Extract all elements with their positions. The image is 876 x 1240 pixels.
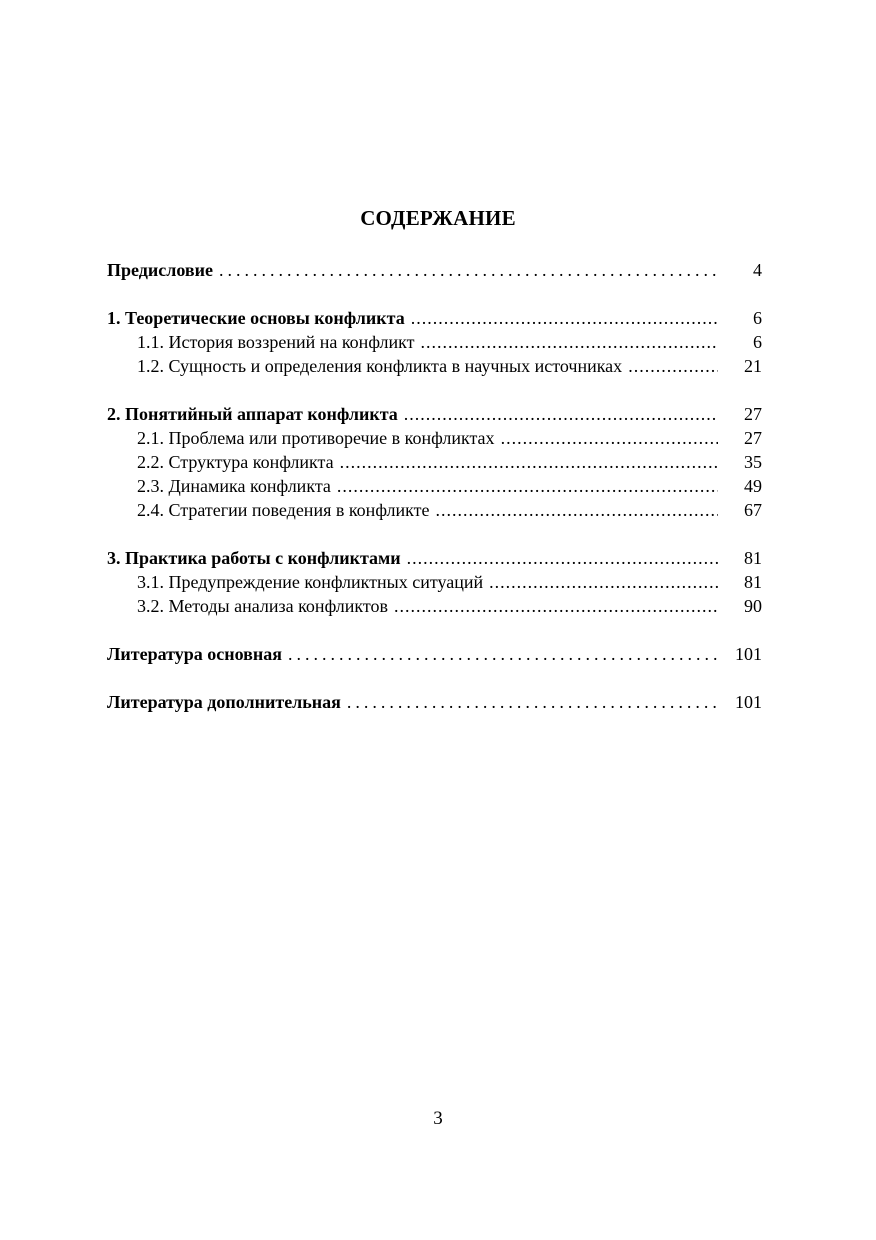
page-number: 3 (433, 1108, 443, 1129)
leader-dots (421, 330, 718, 354)
toc-entry-section-1-1[interactable] (107, 330, 762, 354)
toc-group-literature-main (107, 642, 762, 666)
toc-page-number: 101 (735, 644, 762, 664)
toc-page-number: 6 (753, 308, 762, 328)
toc-group-chapter-1 (107, 306, 762, 378)
toc-entry-section-2-3[interactable] (107, 474, 762, 498)
toc-page-number: 49 (744, 476, 762, 496)
toc-entry-preface[interactable] (107, 258, 762, 282)
toc-entry-label: Литература дополнительная (107, 692, 341, 712)
leader-dots (394, 594, 718, 618)
toc-page-number: 81 (744, 548, 762, 568)
toc-entry-section-3-2[interactable] (107, 594, 762, 618)
toc-group-chapter-2 (107, 402, 762, 522)
toc-entry-label: 3.2. Методы анализа конфликтов (137, 596, 389, 616)
toc-entry-section-2-4[interactable] (107, 498, 762, 522)
toc-entry-literature-main[interactable] (107, 642, 762, 666)
toc-entry-section-1-2[interactable] (107, 354, 762, 378)
toc-page-number: 6 (753, 332, 762, 352)
leader-dots (337, 474, 718, 498)
toc-page-number: 4 (753, 260, 762, 280)
toc-entry-label: 1. Теоретические основы конфликта (107, 308, 405, 328)
toc-entry-label: 2.4. Стратегии поведения в конфликте (137, 500, 430, 520)
leader-dots (436, 498, 718, 522)
toc-entry-literature-extra[interactable] (107, 690, 762, 714)
toc-page-number: 90 (744, 596, 762, 616)
toc-entry-chapter-2[interactable] (107, 402, 762, 426)
toc-entry-label: 2. Понятийный аппарат конфликта (107, 404, 398, 424)
leader-dots (411, 306, 718, 330)
toc-entry-chapter-3[interactable] (107, 546, 762, 570)
leader-dots (489, 570, 718, 594)
leader-dots (628, 354, 718, 378)
toc-group-chapter-3 (107, 546, 762, 618)
page-title: СОДЕРЖАНИЕ (360, 206, 516, 230)
toc-page-number: 35 (744, 452, 762, 472)
toc-entry-chapter-1[interactable] (107, 306, 762, 330)
leader-dots (288, 642, 718, 666)
toc-entry-label: 3.1. Предупреждение конфликтных ситуаций (137, 572, 484, 592)
toc-page-number: 21 (744, 356, 762, 376)
toc-page-number: 101 (735, 692, 762, 712)
toc-entry-label: Литература основная (107, 644, 283, 664)
toc-entry-label: 2.3. Динамика конфликта (137, 476, 331, 496)
leader-dots (347, 690, 718, 714)
toc-page-number: 27 (744, 404, 762, 424)
toc-entry-section-2-1[interactable] (107, 426, 762, 450)
table-of-contents (107, 258, 762, 738)
toc-group-preface (107, 258, 762, 282)
leader-dots (340, 450, 718, 474)
toc-page-number: 81 (744, 572, 762, 592)
toc-entry-label: Предисловие (107, 260, 213, 280)
leader-dots (219, 258, 718, 282)
toc-page-number: 67 (744, 500, 762, 520)
leader-dots (407, 546, 718, 570)
toc-entry-label: 3. Практика работы с конфликтами (107, 548, 401, 568)
toc-group-literature-extra (107, 690, 762, 714)
toc-entry-section-2-2[interactable] (107, 450, 762, 474)
toc-entry-label: 1.1. История воззрений на конфликт (137, 332, 415, 352)
leader-dots (501, 426, 718, 450)
toc-entry-label: 1.2. Сущность и определения конфликта в научных источниках (137, 356, 623, 376)
toc-entry-label: 2.2. Структура конфликта (137, 452, 334, 472)
toc-entry-label: 2.1. Проблема или противоречие в конфликтах (137, 428, 495, 448)
leader-dots (404, 402, 718, 426)
toc-page-number: 27 (744, 428, 762, 448)
toc-entry-section-3-1[interactable] (107, 570, 762, 594)
